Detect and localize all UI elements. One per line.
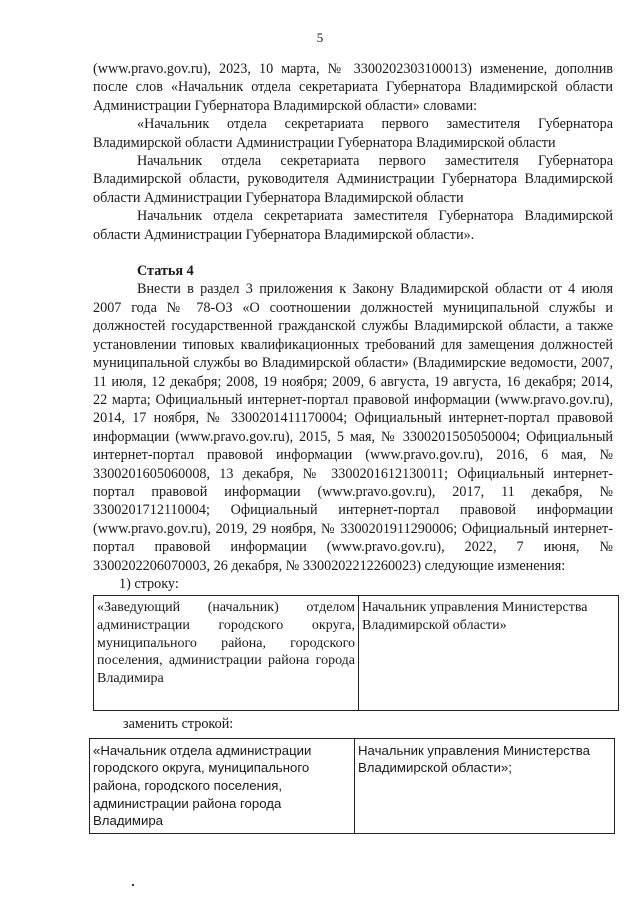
spacer [93,244,613,262]
article-text: Внести в раздел 3 приложения к Закону Владимирской области от 4 июля 2007 года № 78-ОЗ «О соотношении должностей муниципальной службы и должностей государственной гражданской службы Владимирской области, а также установлении типовых квалификационных требований для замещения должностей муниципальной службы во Владимирской области» (Владимирские ведомости, 2007, 11 июля, 12 декабря; 2008, 19 ноября; 2009, 6 августа, 19 августа, 16 декабря; 2014, 22 марта; Официальный интернет-портал правовой информации (www.pravo.gov.ru), 2014, 17 ноября, № 3300201411170004; Официальный интернет-портал правовой информации (www.pravo.gov.ru), 2015, 5 мая, № 3300201505050004; Официальный интернет-портал правовой информации (www.pravo.gov.ru), 2016, 6 мая, № 3300201605060008, 13 декабря, № 3300201612130011; Официальный интернет-портал правовой информации (www.pravo.gov.ru), 2017, 11 декабря, № 3300201712110004; Официальный интернет-портал правовой информации (www.pravo.gov.ru), 2019, 29 ноября, № 3300201911290006; Официальный интернет-портал правовой информации (www.pravo.gov.ru), 2022, 7 июня, № 3300202206070003, 26 декабря, № 3300202212260023) следующие изменения: [93,281,613,574]
paragraph-quote-1: «Начальник отдела секретариата первого заместителя Губернатора Владимирской области Администрации Губернатора Владимирской области [93,116,613,151]
table-cell-state-position: Начальник управления Министерства Владимирской области»; [355,738,615,833]
table-new-row [89,738,615,834]
table-cell-municipal-position: «Начальник отдела администрации городского округа, муниципального района, городского поселения, администрации района города Владимира [90,738,355,833]
article-title: Статья 4 [137,263,194,280]
table-cell-municipal-position: «Заведующий (начальник) отделом администрации городского округа, муниципального района, городского поселения, администрации района города Владимира [94,596,359,711]
document-body [93,60,613,834]
scan-speck [132,884,134,886]
page-number: 5 [316,30,324,45]
replace-label: заменить строкой: [123,716,234,733]
table-old-row [93,595,619,711]
table-row [90,738,615,833]
item-1-label: 1) строку: [119,575,179,592]
paragraph-quote-2: Начальник отдела секретариата первого заместителя Губернатора Владимирской области, руководителя Администрации Губернатора Владимирской области Администрации Губернатора Владимирской области [93,153,613,206]
paragraph-quote-3: Начальник отдела секретариата заместителя Губернатора Владимирской области Администрации Губернатора Владимирской области». [93,208,613,243]
table-cell-state-position: Начальник управления Министерства Владимирской области» [359,596,619,711]
paragraph-amendment-intro: (www.pravo.gov.ru), 2023, 10 марта, № 3300202303100013) изменение, дополнив после слов «Начальник отдела секретариата Губернатора Владимирской области Администрации Губернатора Владимирской области» словами: [93,61,613,114]
table-row [94,596,619,711]
